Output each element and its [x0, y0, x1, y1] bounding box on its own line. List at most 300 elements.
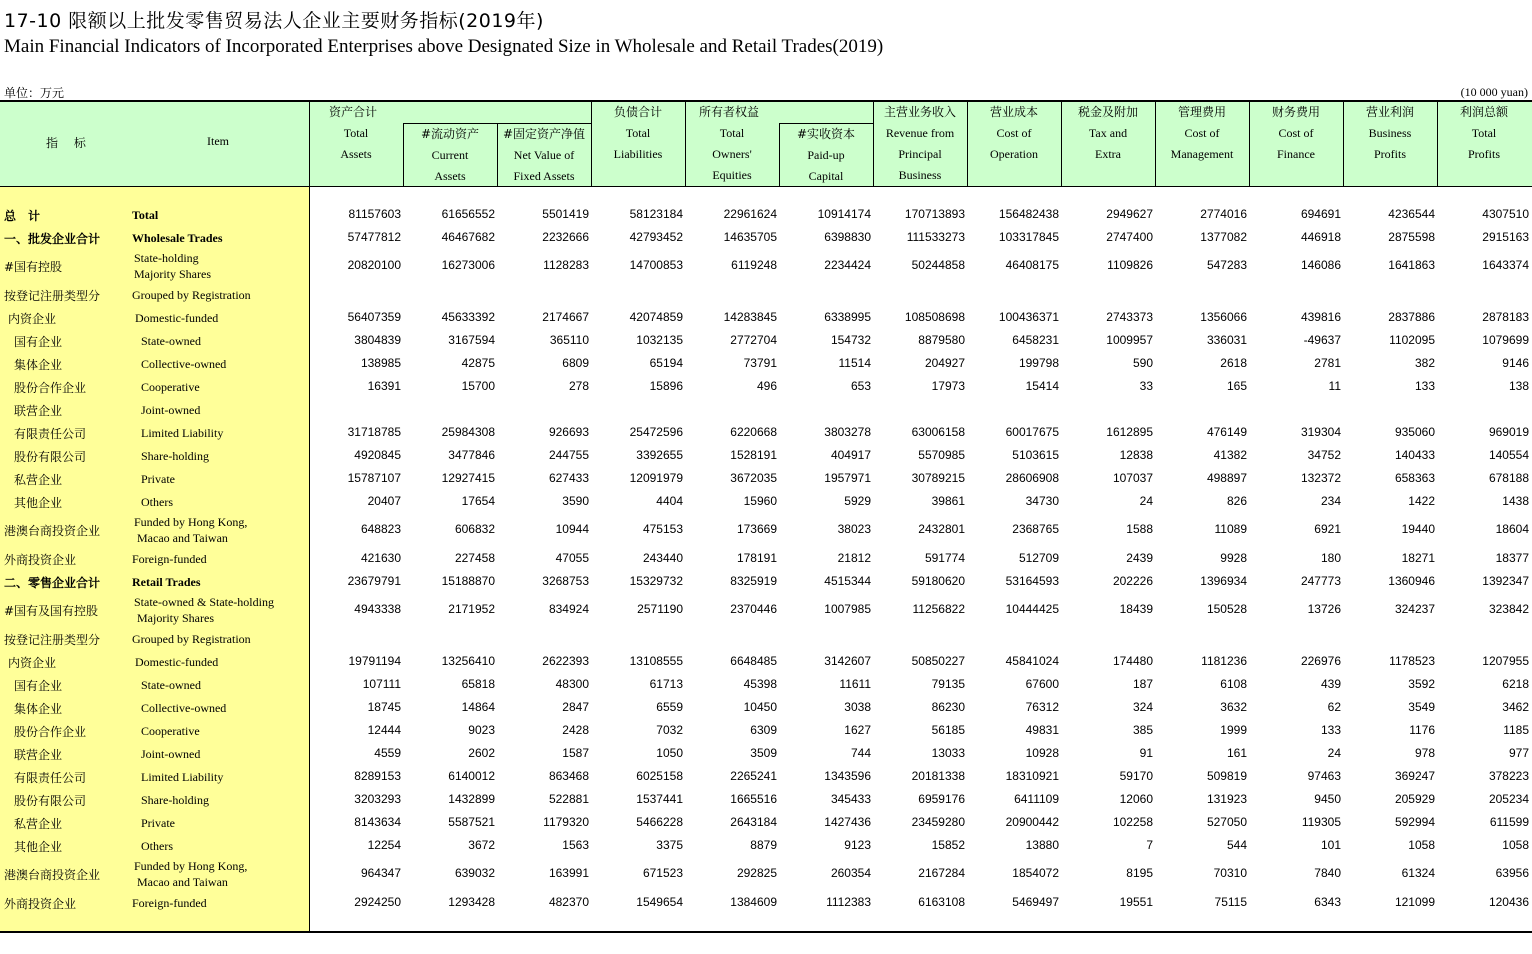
table-cell: 19551 [1119, 895, 1153, 909]
table-row [0, 551, 1532, 567]
table-cell: 3590 [562, 494, 589, 508]
column-header-en: Paid-up [807, 148, 845, 162]
table-cell: 496 [756, 379, 777, 393]
table-cell: 1854072 [1012, 866, 1059, 880]
table-cell: 46408175 [1005, 258, 1059, 272]
table-cell: 25984308 [441, 425, 495, 439]
table-cell: 107037 [1112, 471, 1153, 485]
column-divider [1249, 102, 1250, 186]
column-header-en: Finance [1277, 147, 1315, 161]
table-cell: 5587521 [448, 815, 495, 829]
table-cell: 86230 [931, 700, 965, 714]
column-header-cn: 管理费用 [1177, 105, 1226, 119]
table-cell: 199798 [1018, 356, 1059, 370]
table-cell: 24 [1327, 746, 1341, 760]
table-cell: 2439 [1126, 551, 1153, 565]
table-cell: 3142607 [824, 654, 871, 668]
table-cell: 108508698 [904, 310, 965, 324]
table-cell: 6140012 [448, 769, 495, 783]
column-header [591, 102, 685, 165]
table-cell: 111533273 [906, 230, 965, 244]
column-header-en: Profits [1467, 147, 1500, 161]
table-cell: 475153 [642, 522, 683, 536]
row-label-en: Cooperative [141, 380, 200, 394]
table-cell: 1563 [562, 838, 589, 852]
table-cell: 2915163 [1482, 230, 1529, 244]
unit-label-en: (10 000 yuan) [1460, 85, 1528, 99]
table-cell: 97463 [1307, 769, 1341, 783]
table-cell: 18310921 [1005, 769, 1059, 783]
column-header-en: Total [343, 126, 369, 140]
table-cell: 2837886 [1388, 310, 1435, 324]
table-cell: 12838 [1119, 448, 1153, 462]
table-cell: 509819 [1206, 769, 1247, 783]
table-cell: 6309 [750, 723, 777, 737]
table-cell: 65194 [649, 356, 683, 370]
column-header-cn: 营业成本 [989, 105, 1038, 119]
column-header-en: Cost of [996, 126, 1032, 140]
table-cell: 2234424 [824, 258, 871, 272]
table-cell: 1181236 [1201, 654, 1247, 668]
table-cell: 658363 [1394, 471, 1435, 485]
table-cell: 512709 [1018, 551, 1059, 565]
table-cell: 439 [1320, 677, 1341, 691]
table-cell: 2571190 [637, 602, 683, 616]
column-header-cn: 所有者权益 [699, 105, 760, 119]
table-cell: 70310 [1213, 866, 1247, 880]
table-cell: 107111 [362, 677, 401, 691]
column-header-cn: 利润总额 [1459, 105, 1508, 119]
table-cell: 694691 [1300, 207, 1341, 221]
table-cell: 1537441 [636, 792, 683, 806]
table-cell: 1528191 [730, 448, 777, 462]
table-row [0, 632, 1532, 647]
table-cell: 278 [568, 379, 589, 393]
table-cell: 15896 [649, 379, 683, 393]
row-label-en: State-owned [141, 334, 201, 348]
table-cell: 323842 [1488, 602, 1529, 616]
column-header-en: Fixed Assets [513, 169, 575, 183]
table-cell: 23459280 [911, 815, 965, 829]
table-cell: 9023 [468, 723, 495, 737]
column-header [1343, 102, 1437, 165]
row-label-cn: #国有及国有控股 [4, 604, 99, 618]
table-cell: 174480 [1112, 654, 1153, 668]
table-cell: 1032135 [636, 333, 683, 347]
table-cell: 6338995 [824, 310, 871, 324]
table-cell: 6809 [562, 356, 589, 370]
row-label-en: Share-holding [141, 793, 209, 807]
table-cell: 1643374 [1482, 258, 1529, 272]
row-label-cn: 股份合作企业 [14, 725, 87, 739]
table-cell: 3038 [844, 700, 871, 714]
row-label-cn: 股份合作企业 [14, 381, 87, 395]
row-label-cn: 外商投资企业 [4, 553, 77, 567]
table-cell: 15852 [931, 838, 965, 852]
column-header-en: Net Value of [513, 148, 575, 162]
column-header-en: Principal [898, 147, 942, 161]
table-cell: 671523 [642, 866, 683, 880]
table-cell: 76312 [1025, 700, 1059, 714]
table-cell: 23679791 [347, 574, 401, 588]
row-label-cn: 联营企业 [14, 748, 63, 762]
table-cell: 4559 [374, 746, 401, 760]
table-cell: 2643184 [730, 815, 777, 829]
row-label-cn: 内资企业 [8, 312, 57, 326]
table-row [0, 677, 1532, 693]
table-cell: 13108555 [629, 654, 683, 668]
header-divider [403, 123, 591, 124]
table-cell: 10450 [743, 700, 777, 714]
column-divider [779, 123, 780, 186]
table-cell: 2772704 [730, 333, 777, 347]
table-cell: 53164593 [1005, 574, 1059, 588]
row-label-cn: 其他企业 [14, 840, 63, 854]
table-cell: 482370 [548, 895, 589, 909]
table-cell: 2878183 [1482, 310, 1529, 324]
row-label-en: Cooperative [141, 724, 200, 738]
table-cell: 6163108 [918, 895, 965, 909]
table-cell: 8195 [1126, 866, 1153, 880]
table-cell: 3632 [1220, 700, 1247, 714]
table-cell: 2781 [1314, 356, 1341, 370]
header-divider [779, 123, 873, 124]
table-cell: 1102095 [1389, 333, 1435, 347]
column-header-en: Cost of [1184, 126, 1220, 140]
table-cell: 591774 [924, 551, 965, 565]
table-cell: 4943338 [354, 602, 401, 616]
table-cell: 3804839 [354, 333, 401, 347]
table-cell: 2232666 [542, 230, 589, 244]
table-cell: 2174667 [542, 310, 589, 324]
table-cell: 3375 [656, 838, 683, 852]
table-cell: 1377082 [1200, 230, 1247, 244]
table-cell: 6411109 [1014, 792, 1059, 806]
table-cell: 7840 [1314, 866, 1341, 880]
column-header [403, 124, 497, 187]
table-cell: 11611 [839, 677, 871, 691]
table-cell: 260354 [830, 866, 871, 880]
table-cell: 100436371 [998, 310, 1059, 324]
table-cell: 1007985 [824, 602, 871, 616]
table-row [0, 425, 1532, 441]
column-header-en: Revenue from [885, 126, 955, 140]
row-label-cn: 股份有限公司 [14, 450, 87, 464]
table-cell: 6959176 [918, 792, 965, 806]
row-label-cn: 港澳台商投资企业 [4, 868, 101, 882]
table-cell: 49831 [1025, 723, 1059, 737]
row-label-cn: 外商投资企业 [4, 897, 77, 911]
table-cell: 10944 [555, 522, 589, 536]
table-cell: 50244858 [911, 258, 965, 272]
table-cell: 1957971 [824, 471, 871, 485]
table-row [0, 288, 1532, 303]
column-header-en: Extra [1095, 147, 1121, 161]
table-cell: 544 [1226, 838, 1247, 852]
table-cell: 39861 [931, 494, 965, 508]
column-header-cn: 营业利润 [1365, 105, 1414, 119]
table-cell: 826 [1226, 494, 1247, 508]
table-cell: 590 [1132, 356, 1153, 370]
column-header-en: Business [1368, 126, 1412, 140]
table-row [0, 654, 1532, 670]
table-cell: 16273006 [441, 258, 495, 272]
table-row [0, 574, 1532, 590]
table-cell: 292825 [736, 866, 777, 880]
table-cell: 6921 [1314, 522, 1341, 536]
column-header-cn: #流动资产 [420, 127, 480, 141]
row-label-en: Foreign-funded [132, 552, 207, 566]
row-label-en: Share-holding [141, 449, 209, 463]
table-cell: 1665516 [730, 792, 777, 806]
table-cell: 547283 [1206, 258, 1247, 272]
table-cell: 5501419 [542, 207, 589, 221]
table-cell: 170713893 [904, 207, 965, 221]
table-cell: 28606908 [1005, 471, 1059, 485]
table-cell: 12444 [367, 723, 401, 737]
table-cell: 324237 [1394, 602, 1435, 616]
row-label-en: Joint-owned [141, 747, 201, 761]
table-cell: 4515344 [824, 574, 871, 588]
table-cell: 34752 [1307, 448, 1341, 462]
table-cell: 138 [1508, 379, 1529, 393]
table-cell: 20820100 [347, 258, 401, 272]
table-cell: 1422 [1408, 494, 1435, 508]
table-bottom-rule [0, 931, 1532, 933]
column-header [685, 102, 779, 186]
row-label-cn: 港澳台商投资企业 [4, 524, 101, 538]
table-cell: 863468 [548, 769, 589, 783]
table-cell: 247773 [1300, 574, 1341, 588]
table-cell: 33 [1139, 379, 1153, 393]
column-divider [1437, 102, 1438, 186]
table-cell: 653 [850, 379, 871, 393]
column-header-cn: #固定资产净值 [502, 127, 586, 141]
row-label-cn: 集体企业 [14, 358, 63, 372]
row-label-cn: 私营企业 [14, 473, 63, 487]
table-row [0, 403, 1532, 418]
table-cell: 15787107 [347, 471, 401, 485]
table-cell: 138985 [360, 356, 401, 370]
row-label-cn: 内资企业 [8, 656, 57, 670]
column-header-cn: 资产合计 [329, 105, 378, 119]
column-divider [873, 102, 874, 186]
table-cell: 1627 [844, 723, 871, 737]
table-cell: 12060 [1119, 792, 1153, 806]
table-cell: 18271 [1401, 551, 1435, 565]
table-cell: 56407359 [347, 310, 401, 324]
table-cell: 243440 [642, 551, 683, 565]
table-cell: 50850227 [911, 654, 965, 668]
table-cell: 46467682 [441, 230, 495, 244]
row-label-en: State-owned & State-holding Majority Shares [134, 595, 274, 625]
table-cell: 14283845 [723, 310, 777, 324]
table-cell: 10914174 [817, 207, 871, 221]
table-cell: 2747400 [1106, 230, 1153, 244]
table-cell: 202226 [1112, 574, 1153, 588]
table-cell: 13033 [931, 746, 965, 760]
table-cell: 42074859 [629, 310, 683, 324]
table-cell: 978 [1414, 746, 1435, 760]
table-cell: -49637 [1303, 333, 1341, 347]
table-cell: 61656552 [441, 207, 495, 221]
column-divider [1061, 102, 1062, 186]
table-cell: 119305 [1301, 815, 1341, 829]
table-cell: 9146 [1502, 356, 1529, 370]
table-cell: 421630 [360, 551, 401, 565]
table-cell: 154732 [830, 333, 871, 347]
table-cell: 1588 [1126, 522, 1153, 536]
table-cell: 6108 [1220, 677, 1247, 691]
table-cell: 58123184 [629, 207, 683, 221]
table-cell: 1384609 [730, 895, 777, 909]
table-cell: 62 [1327, 700, 1341, 714]
row-label-en: State-owned [141, 678, 201, 692]
table-cell: 226976 [1300, 654, 1341, 668]
table-cell: 1396934 [1200, 574, 1247, 588]
table-cell: 20407 [367, 494, 401, 508]
table-cell: 2618 [1220, 356, 1247, 370]
table-cell: 404917 [830, 448, 871, 462]
table-cell: 18377 [1495, 551, 1529, 565]
stub-header-cn: 指 标 [46, 136, 92, 150]
column-header-en: Total [719, 126, 745, 140]
column-header-cn: 主营业务收入 [883, 105, 956, 119]
table-cell: 10928 [1025, 746, 1059, 760]
table-cell: 56185 [931, 723, 965, 737]
column-header [873, 102, 967, 186]
table-cell: 15960 [743, 494, 777, 508]
table-cell: 3672 [468, 838, 495, 852]
row-label-en: Others [141, 495, 173, 509]
table-cell: 1432899 [448, 792, 495, 806]
table-cell: 48300 [555, 677, 589, 691]
row-label-en: Collective-owned [141, 701, 227, 715]
column-header-en: Assets [340, 147, 372, 161]
column-divider [497, 123, 498, 186]
table-cell: 24 [1139, 494, 1153, 508]
row-label-en: Others [141, 839, 173, 853]
table-cell: 6025158 [636, 769, 683, 783]
table-cell: 81157603 [348, 207, 401, 221]
table-cell: 3268753 [542, 574, 589, 588]
row-label-en: Funded by Hong Kong, Macao and Taiwan [134, 859, 248, 889]
row-label-en: Domestic-funded [135, 311, 219, 325]
table-cell: 45633392 [441, 310, 495, 324]
table-cell: 156482438 [998, 207, 1059, 221]
column-header-cn: 财务费用 [1271, 105, 1320, 119]
column-divider [967, 102, 968, 186]
table-cell: 6220668 [730, 425, 777, 439]
table-row [0, 769, 1532, 785]
table-cell: 1360946 [1388, 574, 1435, 588]
table-row [0, 207, 1532, 223]
table-row [0, 792, 1532, 808]
table-cell: 161 [1226, 746, 1247, 760]
column-header [497, 124, 591, 187]
column-header [779, 124, 873, 187]
table-cell: 14635705 [723, 230, 777, 244]
table-cell: 4404 [656, 494, 683, 508]
table-cell: 639032 [454, 866, 495, 880]
table-cell: 2428 [562, 723, 589, 737]
table-cell: 744 [850, 746, 871, 760]
row-label-en: Foreign-funded [132, 896, 207, 910]
header-bottom-rule [0, 186, 1532, 187]
table-cell: 6559 [656, 700, 683, 714]
table-cell: 67600 [1025, 677, 1059, 691]
table-cell: 1050 [656, 746, 683, 760]
column-header-en: Equities [712, 168, 752, 182]
table-cell: 592994 [1394, 815, 1435, 829]
table-cell: 34730 [1025, 494, 1059, 508]
column-header-en: Current [431, 148, 469, 162]
table-cell: 6343 [1314, 895, 1341, 909]
table-row [0, 859, 1532, 889]
row-label-cn: 国有企业 [14, 679, 63, 693]
column-header-en: Tax and [1088, 126, 1128, 140]
table-cell: 1179320 [543, 815, 589, 829]
table-cell: 61324 [1401, 866, 1435, 880]
column-header-cn: 负债合计 [613, 105, 662, 119]
row-label-cn: 按登记注册类型分 [4, 289, 101, 303]
table-title-cn: 17-10 限额以上批发零售贸易法人企业主要财务指标(2019年) [4, 10, 544, 32]
table-cell: 60017675 [1005, 425, 1059, 439]
column-header-cn: #实收资本 [796, 127, 856, 141]
table-cell: 365110 [549, 333, 589, 347]
table-cell: 79135 [931, 677, 965, 691]
table-cell: 834924 [548, 602, 589, 616]
table-cell: 6458231 [1012, 333, 1059, 347]
table-cell: 1641863 [1388, 258, 1435, 272]
row-label-en: Private [141, 816, 175, 830]
row-label-en: Grouped by Registration [132, 632, 251, 646]
column-header-en: Operation [990, 147, 1038, 161]
table-cell: 12927415 [441, 471, 495, 485]
column-header [309, 102, 403, 165]
table-cell: 2743373 [1106, 310, 1153, 324]
table-cell: 4236544 [1388, 207, 1435, 221]
table-cell: 57477812 [347, 230, 401, 244]
table-cell: 47055 [555, 551, 589, 565]
column-header-cn: 税金及附加 [1077, 105, 1138, 119]
table-cell: 648823 [360, 522, 401, 536]
unit-label-cn: 单位：万元 [4, 86, 65, 100]
table-cell: 140554 [1488, 448, 1529, 462]
table-cell: 1178523 [1389, 654, 1435, 668]
table-cell: 101 [1320, 838, 1341, 852]
row-label-cn: 有限责任公司 [14, 427, 87, 441]
column-header-en: Cost of [1278, 126, 1314, 140]
table-row [0, 356, 1532, 372]
table-cell: 22961624 [723, 207, 777, 221]
table-cell: 5929 [844, 494, 871, 508]
column-divider [685, 102, 686, 186]
column-header-en: Management [1170, 147, 1234, 161]
table-cell: 378223 [1488, 769, 1529, 783]
table-cell: 38023 [837, 522, 871, 536]
table-cell: 969019 [1488, 425, 1529, 439]
table-cell: 163991 [548, 866, 589, 880]
table-cell: 3462 [1502, 700, 1529, 714]
table-cell: 5103615 [1012, 448, 1059, 462]
table-cell: 120436 [1488, 895, 1529, 909]
table-cell: 1128283 [543, 258, 589, 272]
table-cell: 2171952 [448, 602, 495, 616]
table-cell: 977 [1508, 746, 1529, 760]
table-cell: 2368765 [1012, 522, 1059, 536]
table-cell: 11089 [1214, 522, 1247, 536]
